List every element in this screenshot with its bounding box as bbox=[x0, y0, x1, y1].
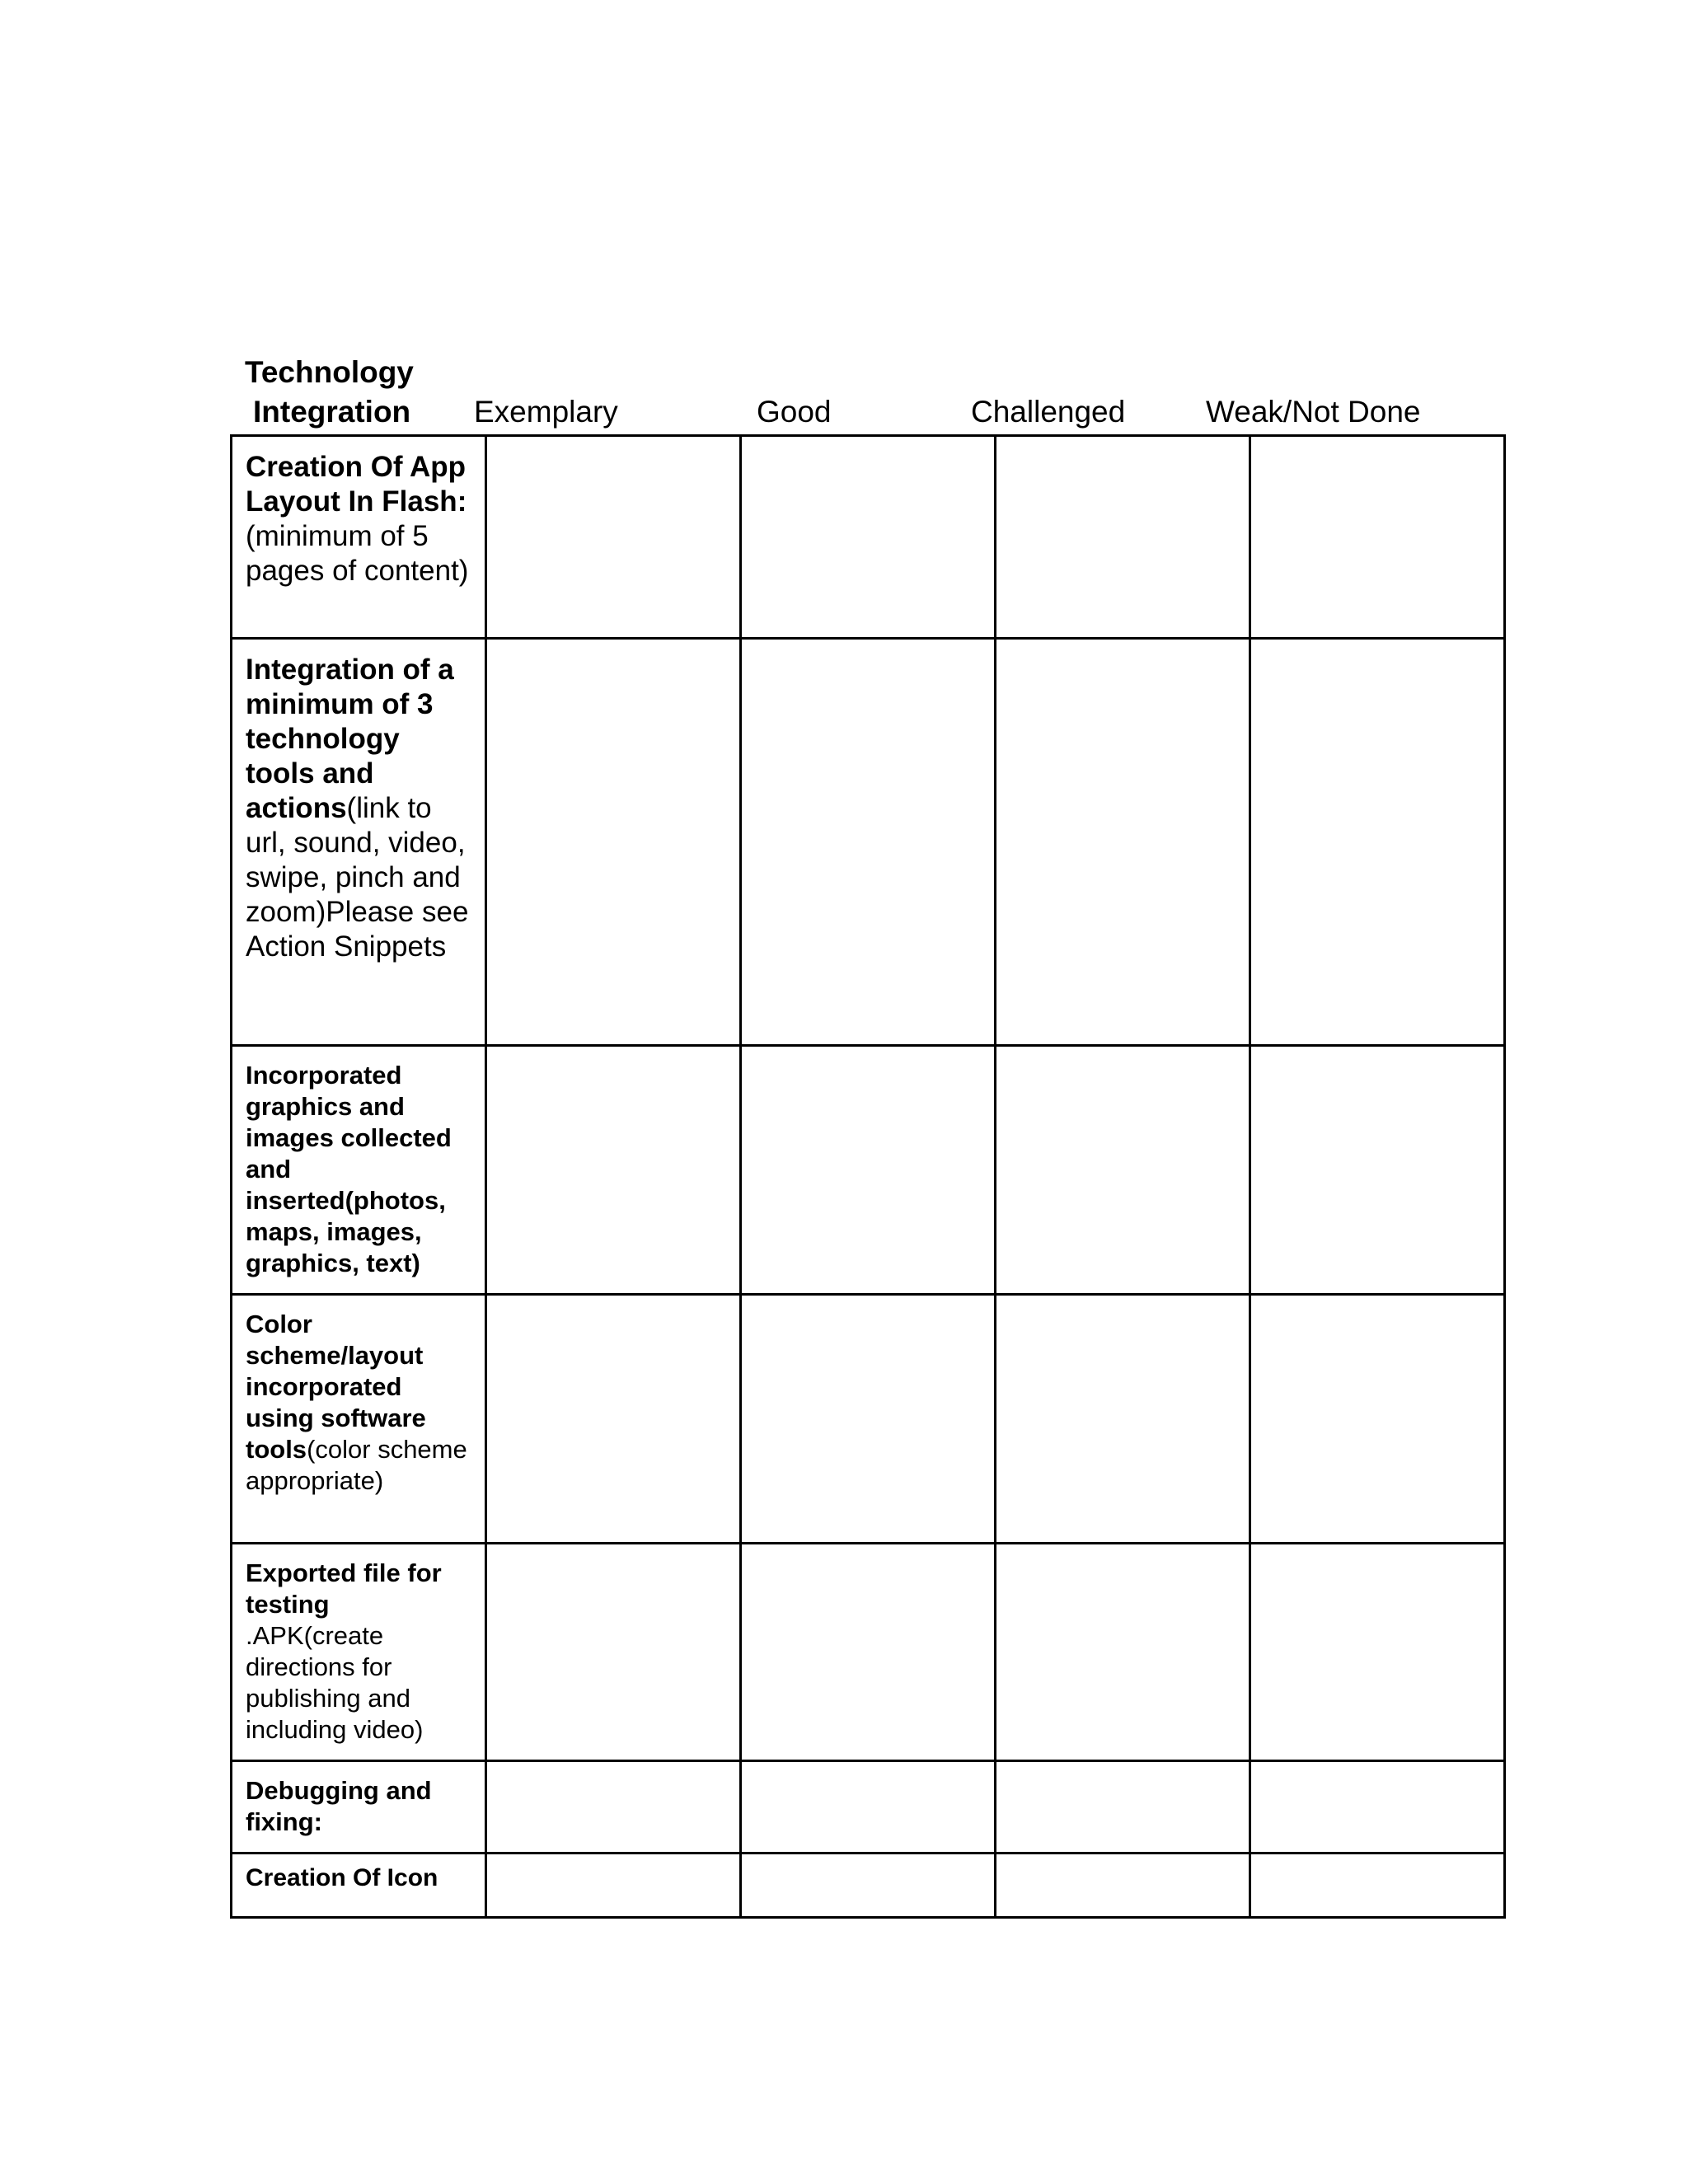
criterion-bold-text: Incorporated graphics and images collected and inserted(photos, maps, images, graphics, text) bbox=[246, 1061, 452, 1277]
level-header-weak-not-done: Weak/Not Done bbox=[1206, 395, 1421, 429]
table-row bbox=[232, 639, 1505, 1046]
score-cell-good[interactable] bbox=[741, 1046, 996, 1295]
level-header-good: Good bbox=[757, 395, 832, 429]
score-cell-good[interactable] bbox=[741, 1295, 996, 1544]
criterion-detail-text: .APK(create directions for publishing and including video) bbox=[246, 1621, 424, 1744]
score-cell-good[interactable] bbox=[741, 436, 996, 639]
level-header-exemplary: Exemplary bbox=[474, 395, 618, 429]
score-cell-exemplary[interactable] bbox=[486, 1854, 741, 1918]
score-cell-challenged[interactable] bbox=[996, 1295, 1250, 1544]
score-cell-exemplary[interactable] bbox=[486, 1761, 741, 1854]
score-cell-weak[interactable] bbox=[1250, 436, 1505, 639]
criterion-bold-text: Color scheme/layout incorporated using software tools bbox=[246, 1310, 426, 1464]
table-row bbox=[232, 1295, 1505, 1544]
criterion-cell bbox=[232, 1854, 486, 1918]
criterion-bold-text: Creation Of Icon bbox=[246, 1864, 438, 1891]
table-row bbox=[232, 1046, 1505, 1295]
table-row bbox=[232, 436, 1505, 639]
rubric-title-line1: Technology bbox=[245, 355, 414, 389]
score-cell-exemplary[interactable] bbox=[486, 436, 741, 639]
score-cell-good[interactable] bbox=[741, 1544, 996, 1761]
score-cell-good[interactable] bbox=[741, 639, 996, 1046]
score-cell-exemplary[interactable] bbox=[486, 1295, 741, 1544]
table-row bbox=[232, 1544, 1505, 1761]
criterion-detail-text: (minimum of 5 pages of content) bbox=[246, 520, 469, 587]
score-cell-weak[interactable] bbox=[1250, 1295, 1505, 1544]
score-cell-exemplary[interactable] bbox=[486, 1544, 741, 1761]
table-row bbox=[232, 1854, 1505, 1918]
criterion-cell bbox=[232, 1295, 486, 1544]
score-cell-weak[interactable] bbox=[1250, 1046, 1505, 1295]
criterion-bold-text: Exported file for testing bbox=[246, 1558, 442, 1619]
score-cell-challenged[interactable] bbox=[996, 1544, 1250, 1761]
criterion-cell bbox=[232, 436, 486, 639]
score-cell-challenged[interactable] bbox=[996, 436, 1250, 639]
level-header-challenged: Challenged bbox=[971, 395, 1126, 429]
score-cell-exemplary[interactable] bbox=[486, 1046, 741, 1295]
score-cell-good[interactable] bbox=[741, 1761, 996, 1854]
rubric-title-line2: Integration bbox=[253, 395, 411, 429]
criterion-detail-text: (color scheme appropriate) bbox=[246, 1435, 467, 1495]
score-cell-weak[interactable] bbox=[1250, 1544, 1505, 1761]
rubric-table bbox=[230, 434, 1506, 1919]
table-row bbox=[232, 1761, 1505, 1854]
criterion-cell bbox=[232, 1544, 486, 1761]
criterion-bold-text: Creation Of App Layout In Flash: bbox=[246, 451, 467, 518]
criterion-detail-text: (link to url, sound, video, swipe, pinch and zoom)Please see Action Snippets bbox=[246, 792, 469, 963]
score-cell-weak[interactable] bbox=[1250, 1761, 1505, 1854]
criterion-bold-text: Integration of a minimum of 3 technology tools and actions bbox=[246, 654, 454, 824]
score-cell-good[interactable] bbox=[741, 1854, 996, 1918]
score-cell-challenged[interactable] bbox=[996, 1854, 1250, 1918]
score-cell-challenged[interactable] bbox=[996, 1761, 1250, 1854]
criterion-cell bbox=[232, 1046, 486, 1295]
criterion-cell bbox=[232, 639, 486, 1046]
score-cell-exemplary[interactable] bbox=[486, 639, 741, 1046]
score-cell-challenged[interactable] bbox=[996, 1046, 1250, 1295]
score-cell-challenged[interactable] bbox=[996, 639, 1250, 1046]
score-cell-weak[interactable] bbox=[1250, 639, 1505, 1046]
criterion-bold-text: Debugging and fixing: bbox=[246, 1776, 432, 1836]
score-cell-weak[interactable] bbox=[1250, 1854, 1505, 1918]
criterion-cell bbox=[232, 1761, 486, 1854]
